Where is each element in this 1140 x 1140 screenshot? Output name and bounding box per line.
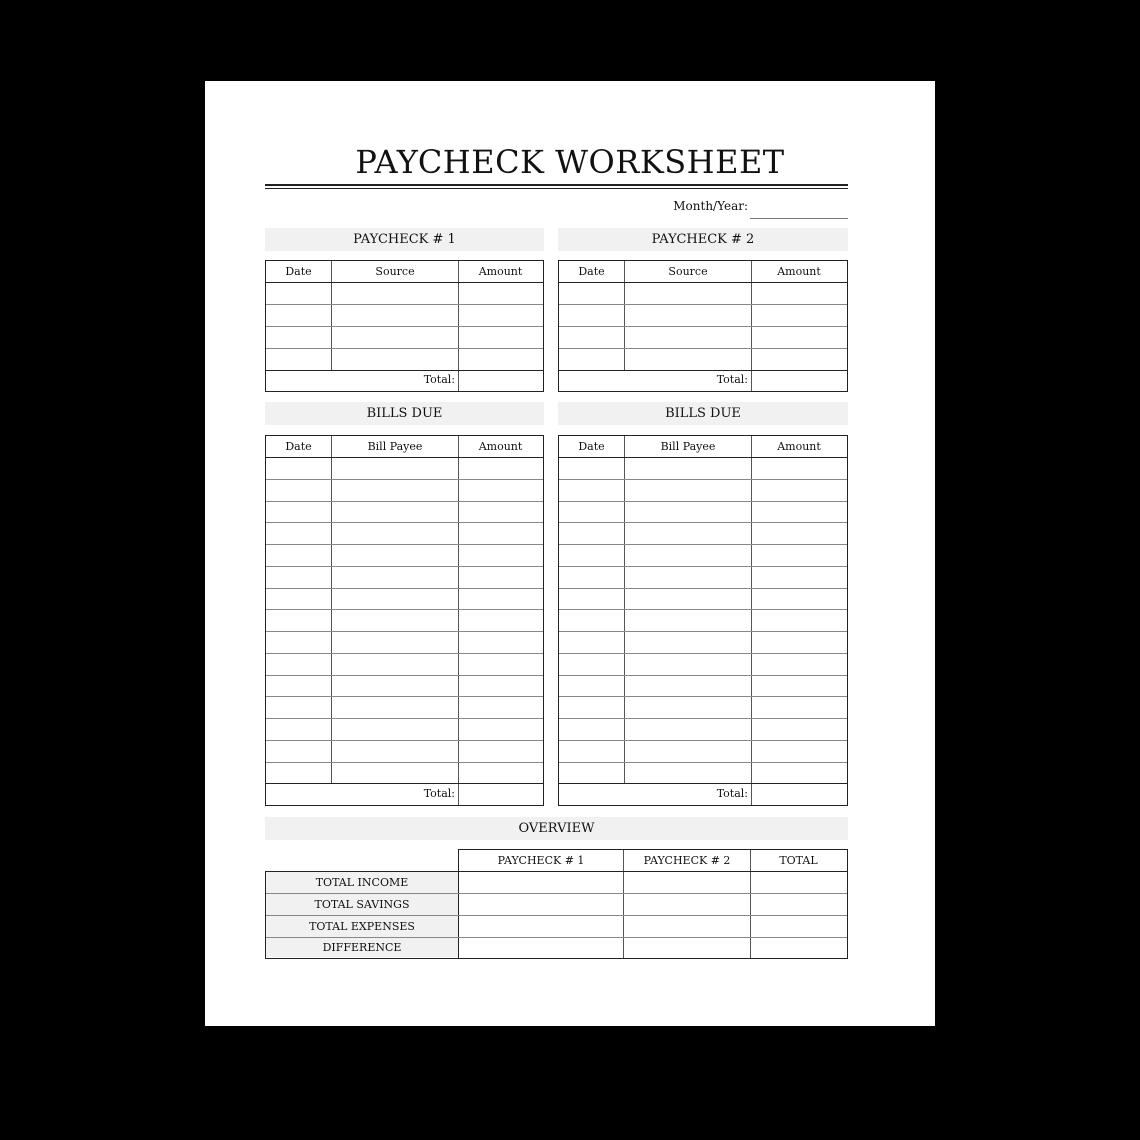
paycheck1-table [265, 260, 544, 392]
bills1-heading: BILLS DUE [265, 402, 544, 425]
col-header-amount: Amount [478, 265, 523, 278]
row-divider [559, 675, 847, 676]
col-header-source: Source [375, 265, 415, 278]
row-divider [266, 348, 543, 349]
row-divider [266, 653, 543, 654]
row-divider [266, 326, 543, 327]
title-rule-thin [265, 188, 848, 189]
row-divider [559, 762, 847, 763]
month-year-label: Month/Year: [673, 199, 748, 213]
total-divider [559, 783, 847, 784]
row-divider [266, 544, 543, 545]
row-divider [266, 588, 543, 589]
col-header-amount: Amount [777, 265, 821, 278]
col-header-date: Date [578, 440, 605, 453]
row-divider [559, 304, 847, 305]
col-header-amount: Amount [777, 440, 821, 453]
total-label: Total: [716, 373, 748, 386]
overview-row-total-income: TOTAL INCOME [315, 876, 409, 889]
overview-col-paycheck2: PAYCHECK # 2 [643, 854, 731, 867]
bills1-table [265, 435, 544, 806]
paycheck2-table [558, 260, 848, 392]
bills2-heading: BILLS DUE [558, 402, 848, 425]
col-divider [624, 436, 625, 784]
col-header-date: Date [285, 265, 312, 278]
row-divider [559, 479, 847, 480]
row-divider [559, 718, 847, 719]
row-divider [559, 326, 847, 327]
row-divider [266, 566, 543, 567]
col-header-source: Source [668, 265, 708, 278]
header-divider [559, 457, 847, 458]
row-divider [266, 304, 543, 305]
row-divider [266, 501, 543, 502]
row-divider [559, 740, 847, 741]
total-divider [266, 783, 543, 784]
col-header-bill-payee: Bill Payee [367, 440, 423, 453]
paycheck2-heading: PAYCHECK # 2 [558, 228, 848, 251]
total-label: Total: [423, 373, 455, 386]
row-divider [559, 522, 847, 523]
row-divider [266, 740, 543, 741]
row-divider [559, 566, 847, 567]
row-divider [559, 544, 847, 545]
row-divider [266, 675, 543, 676]
row-divider [559, 631, 847, 632]
title-rule-thick [265, 184, 848, 186]
row-divider [266, 631, 543, 632]
overview-row-difference: DIFFERENCE [322, 941, 402, 954]
header-divider [266, 457, 543, 458]
col-header-date: Date [285, 440, 312, 453]
overview-row-total-savings: TOTAL SAVINGS [314, 898, 410, 911]
header-divider [559, 282, 847, 283]
month-year-field[interactable] [750, 218, 848, 219]
row-divider [559, 696, 847, 697]
col-header-date: Date [578, 265, 605, 278]
total-label: Total: [423, 787, 455, 800]
header-divider [266, 282, 543, 283]
row-divider [266, 718, 543, 719]
overview-header-row [458, 849, 848, 872]
row-divider [266, 696, 543, 697]
overview-col-total: TOTAL [779, 854, 818, 867]
col-header-bill-payee: Bill Payee [660, 440, 716, 453]
col-divider [751, 436, 752, 805]
overview-heading: OVERVIEW [265, 817, 848, 840]
total-label: Total: [716, 787, 748, 800]
row-divider [559, 609, 847, 610]
row-divider [559, 653, 847, 654]
paycheck1-heading: PAYCHECK # 1 [265, 228, 544, 251]
bills2-table [558, 435, 848, 806]
overview-row-total-expenses: TOTAL EXPENSES [309, 920, 415, 933]
row-divider [266, 609, 543, 610]
row-divider [266, 522, 543, 523]
col-header-amount: Amount [478, 440, 523, 453]
row-divider [266, 762, 543, 763]
col-divider [458, 436, 459, 805]
row-divider [266, 479, 543, 480]
row-divider [559, 501, 847, 502]
row-divider [559, 588, 847, 589]
page-title: PAYCHECK WORKSHEET [355, 143, 785, 181]
overview-table [265, 871, 848, 959]
overview-col-paycheck1: PAYCHECK # 1 [497, 854, 585, 867]
col-divider [331, 436, 332, 784]
row-divider [559, 348, 847, 349]
